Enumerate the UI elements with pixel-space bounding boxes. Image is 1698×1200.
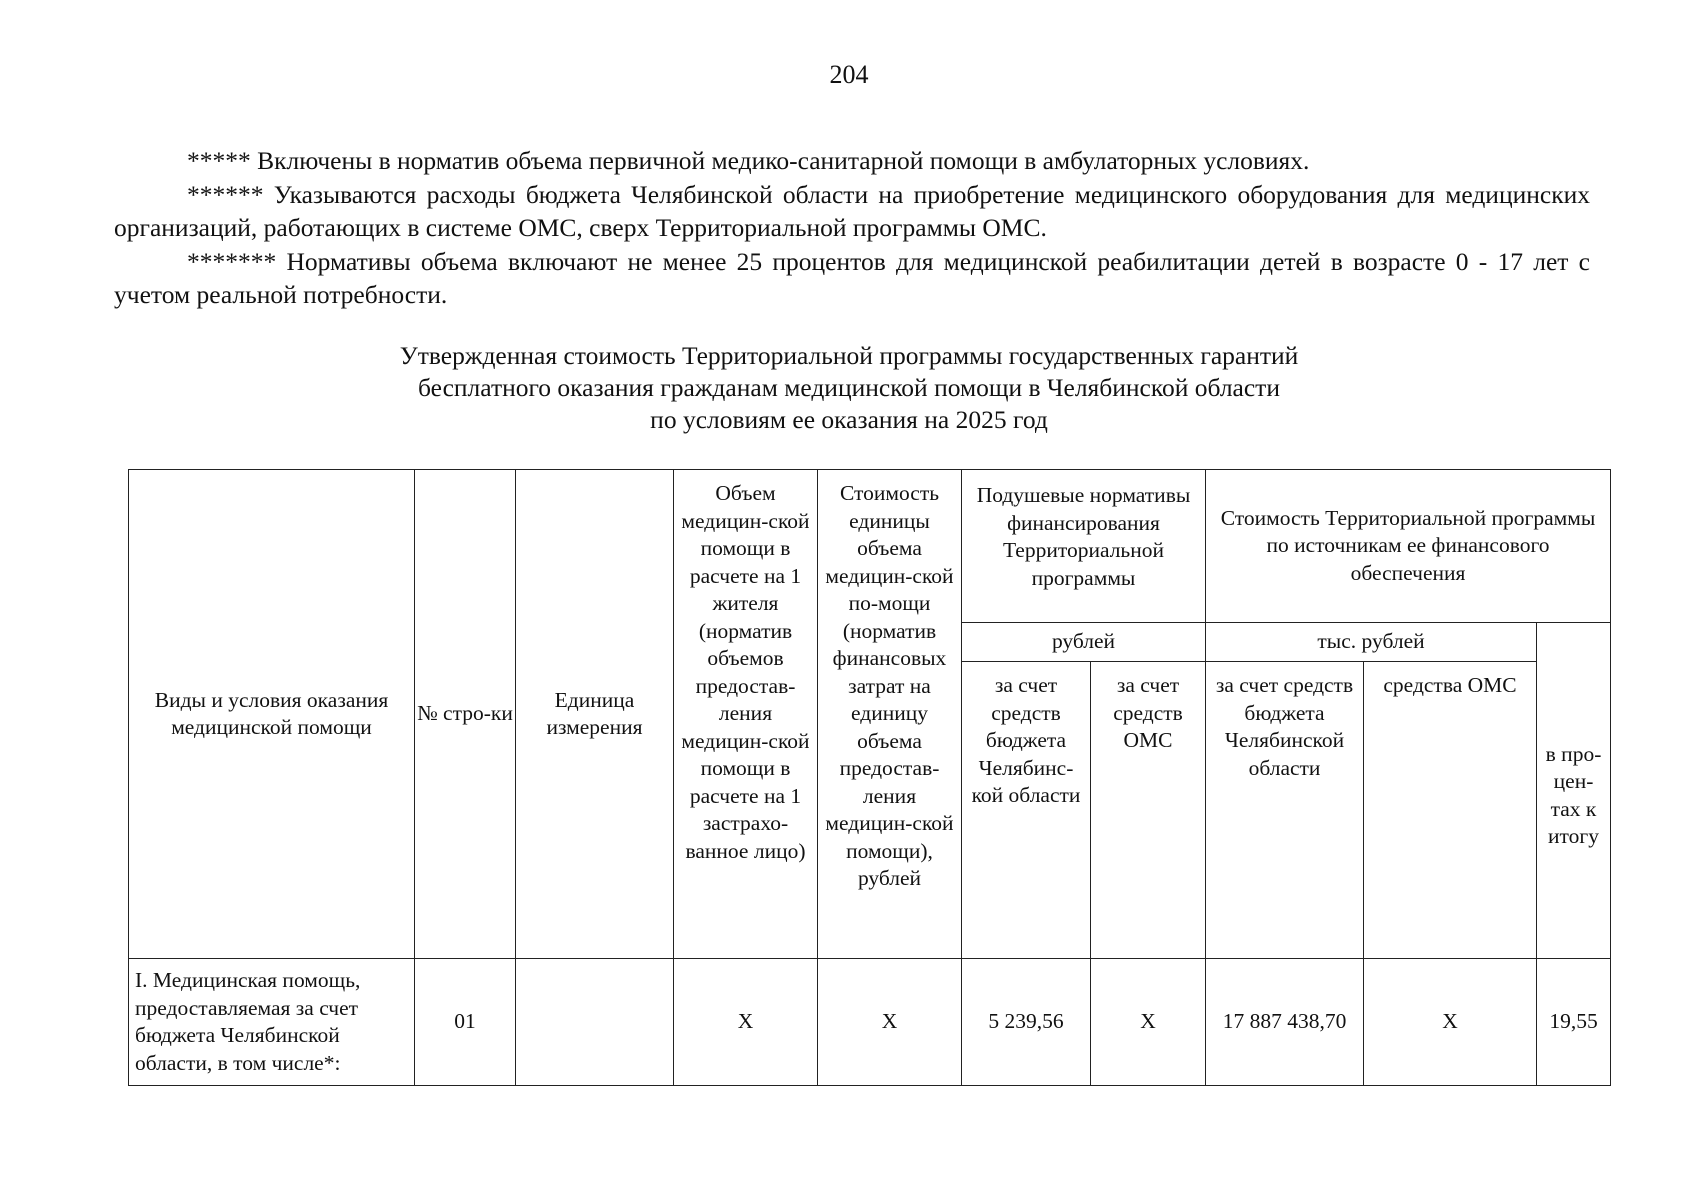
- row-per-capita-budget: 5 239,56: [962, 959, 1091, 1086]
- footnotes: [114, 144, 1590, 312]
- title-line-2: бесплатного оказания гражданам медицинской помощи в Челябинской области: [418, 373, 1280, 402]
- row-unit-cost: X: [818, 959, 962, 1086]
- header-row-number: № стро-ки: [415, 470, 516, 959]
- row-name: I. Медицинская помощь, предоставляемая за счет бюджета Челябинской области, в том числе*:: [129, 959, 415, 1086]
- header-budget-rubles: за счет средств бюджета Челябинс-кой области: [962, 662, 1091, 959]
- header-oms-thousand: средства ОМС: [1364, 662, 1537, 959]
- title-line-1: Утвержденная стоимость Территориальной программы государственных гарантий: [399, 341, 1299, 370]
- header-budget-thousand: за счет средств бюджета Челябинской области: [1206, 662, 1364, 959]
- row-unit: [516, 959, 674, 1086]
- header-per-capita-standards: Подушевые нормативы финансирования Территориальной программы: [962, 470, 1206, 623]
- row-volume: X: [674, 959, 818, 1086]
- footnote-6-stars: ****** Указываются расходы бюджета Челябинской области на приобретение медицинского оборудования для медицинских организаций, работающих в системе ОМС, сверх Территориальной программы ОМС.: [114, 179, 1590, 242]
- row-cost-oms: X: [1364, 959, 1537, 1086]
- row-per-capita-oms: X: [1091, 959, 1206, 1086]
- row-cost-budget: 17 887 438,70: [1206, 959, 1364, 1086]
- header-types-of-care: Виды и условия оказания медицинской помощи: [129, 470, 415, 959]
- header-unit-cost: Стоимость единицы объема медицин-ской по-мощи (норматив финансовых затрат на единицу объема предостав-ления медицин-ской помощи), рублей: [818, 470, 962, 959]
- page-number: 204: [829, 60, 869, 89]
- header-thousand-rubles: тыс. рублей: [1206, 623, 1537, 662]
- header-percent-of-total: в про-цен-тах к итогу: [1537, 623, 1611, 959]
- footnote-7-stars: ******* Нормативы объема включают не менее 25 процентов для медицинской реабилитации детей в возрасте 0 - 17 лет с учетом реальной потребности.: [114, 246, 1590, 309]
- header-oms-rubles: за счет средств ОМС: [1091, 662, 1206, 959]
- row-number: 01: [415, 959, 516, 1086]
- header-program-cost: Стоимость Территориальной программы по источникам ее финансового обеспечения: [1206, 470, 1611, 623]
- header-volume: Объем медицин-ской помощи в расчете на 1 жителя (норматив объемов предостав-ления медицин-ской помощи в расчете на 1 застрахо-ванное лицо): [674, 470, 818, 959]
- table-row: [129, 959, 1611, 1086]
- row-percent: 19,55: [1537, 959, 1611, 1086]
- title-line-3: по условиям ее оказания на 2025 год: [650, 405, 1048, 434]
- program-cost-table: [128, 469, 1611, 1086]
- header-rubles: рублей: [962, 623, 1206, 662]
- header-unit: Единица измерения: [516, 470, 674, 959]
- footnote-5-stars: ***** Включены в норматив объема первичной медико-санитарной помощи в амбулаторных условиях.: [187, 146, 1310, 175]
- document-title: [0, 340, 1698, 436]
